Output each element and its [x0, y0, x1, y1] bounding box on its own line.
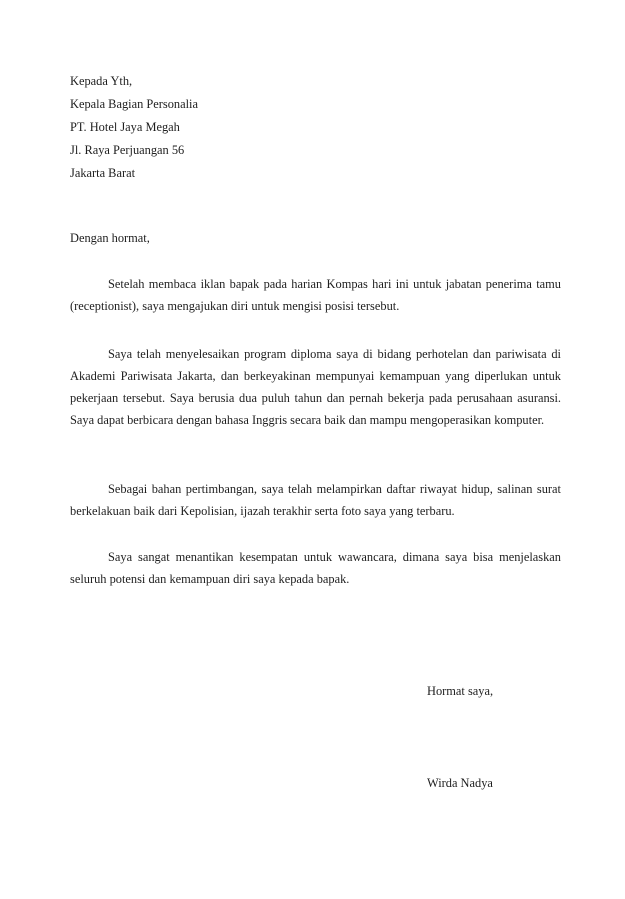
paragraph-1-text: Setelah membaca iklan bapak pada harian Kompas hari ini untuk jabatan penerima tamu (receptionist), saya mengajukan diri untuk mengisi posisi tersebut.: [70, 277, 561, 313]
salutation: Dengan hormat,: [70, 231, 150, 245]
recipient-street: Jl. Raya Perjuangan 56: [70, 143, 185, 157]
paragraph-4-text: Saya sangat menantikan kesempatan untuk wawancara, dimana saya bisa menjelaskan seluruh potensi dan kemampuan diri saya kepada bapak.: [70, 550, 561, 586]
recipient-title: Kepala Bagian Personalia: [70, 97, 198, 111]
recipient-company: PT. Hotel Jaya Megah: [70, 120, 180, 134]
paragraph-1: [70, 273, 561, 317]
valediction: Hormat saya,: [427, 684, 494, 698]
paragraph-2-text: Saya telah menyelesaikan program diploma saya di bidang perhotelan dan pariwisata di Akademi Pariwisata Jakarta, dan berkeyakinan mempunyai kemampuan yang diperlukan untuk pekerjaan tersebut. Saya berusia dua puluh tahun dan pernah bekerja pada perusahaan asuransi. Saya dapat berbicara dengan bahasa Inggris secara baik dan mampu mengoperasikan komputer.: [70, 347, 561, 427]
paragraph-2: [70, 343, 561, 431]
paragraph-4: [70, 546, 561, 590]
recipient-city: Jakarta Barat: [70, 166, 136, 180]
recipient-greeting: Kepada Yth,: [70, 74, 133, 88]
paragraph-3: [70, 478, 561, 522]
paragraph-3-text: Sebagai bahan pertimbangan, saya telah melampirkan daftar riwayat hidup, salinan surat berkelakuan baik dari Kepolisian, ijazah terakhir serta foto saya yang terbaru.: [70, 482, 561, 518]
signer-name: Wirda Nadya: [427, 776, 493, 790]
